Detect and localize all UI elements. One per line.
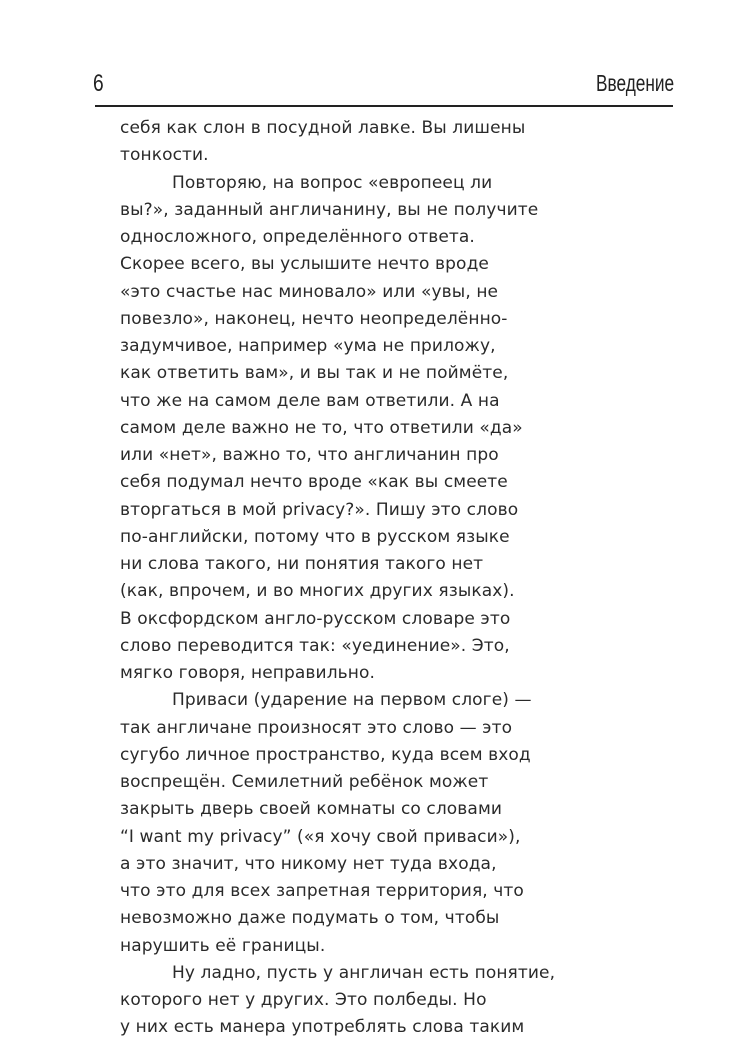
text-line: невозможно даже подумать о том, чтобы (120, 908, 500, 929)
text-line: мягко говоря, неправильно. (120, 663, 376, 683)
text-line: самом деле важно не то, что ответили «да» (120, 417, 523, 438)
text-line: что же на самом деле вам ответили. А на (120, 390, 500, 411)
text-line: тонкости. (120, 145, 209, 166)
text-line: односложного, определённого ответа. (120, 227, 475, 247)
text-line: повезло», наконец, нечто неопределённо- (120, 308, 508, 329)
text-line: нарушить её границы. (120, 935, 326, 956)
body-text (120, 115, 590, 1042)
text-line: «это счастье нас миновало» или «увы, не (120, 281, 499, 302)
text-line: а это значит, что никому нет туда входа, (120, 853, 497, 874)
text-line: Повторяю, на вопрос «европеец ли (172, 172, 493, 193)
text-line: себя подумал нечто вроде «как вы смеете (120, 472, 508, 493)
page-number: 6 (93, 70, 104, 97)
text-line: Скорее всего, вы услышите нечто вроде (120, 254, 489, 275)
text-line: В оксфордском англо-русском словаре это (120, 608, 511, 629)
text-line: как ответить вам», и вы так и не поймёте, (120, 363, 509, 384)
text-line: что это для всех запретная территория, что (120, 881, 524, 901)
text-line: Приваси (ударение на первом слоге) — (172, 690, 532, 711)
text-line: так англичане произносят это слово — это (120, 717, 513, 738)
text-line: себя как слон в посудной лавке. Вы лишены (120, 118, 526, 138)
text-line: закрыть дверь своей комнаты со словами (120, 799, 503, 820)
text-line: Ну ладно, пусть у англичан есть понятие, (172, 962, 556, 983)
text-line: которого нет у других. Это полбеды. Но (120, 990, 487, 1010)
text-line: по-английски, потому что в русском языке (120, 526, 510, 547)
chapter-title: Введение (595, 70, 674, 96)
text-line: (как, впрочем, и во многих других языках). (120, 581, 515, 602)
text-line: или «нет», важно то, что англичанин про (120, 445, 499, 465)
text-line: сугубо личное пространство, куда всем вход (120, 744, 531, 765)
header-rule (95, 105, 673, 107)
text-line: слово переводится так: «уединение». Это, (120, 635, 510, 656)
text-line: “I want my privacy” («я хочу свой приваси»), (120, 826, 521, 847)
text-line: вы?», заданный англичанину, вы не получите (120, 199, 539, 220)
text-line: у них есть манера употреблять слова таким (120, 1017, 525, 1038)
text-line: вторгаться в мой privacy?». Пишу это слово (120, 499, 519, 520)
text-line: ни слова такого, ни понятия такого нет (120, 554, 484, 574)
text-line: воспрещён. Семилетний ребёнок может (120, 772, 489, 792)
text-line: задумчивое, например «ума не приложу, (120, 336, 496, 356)
